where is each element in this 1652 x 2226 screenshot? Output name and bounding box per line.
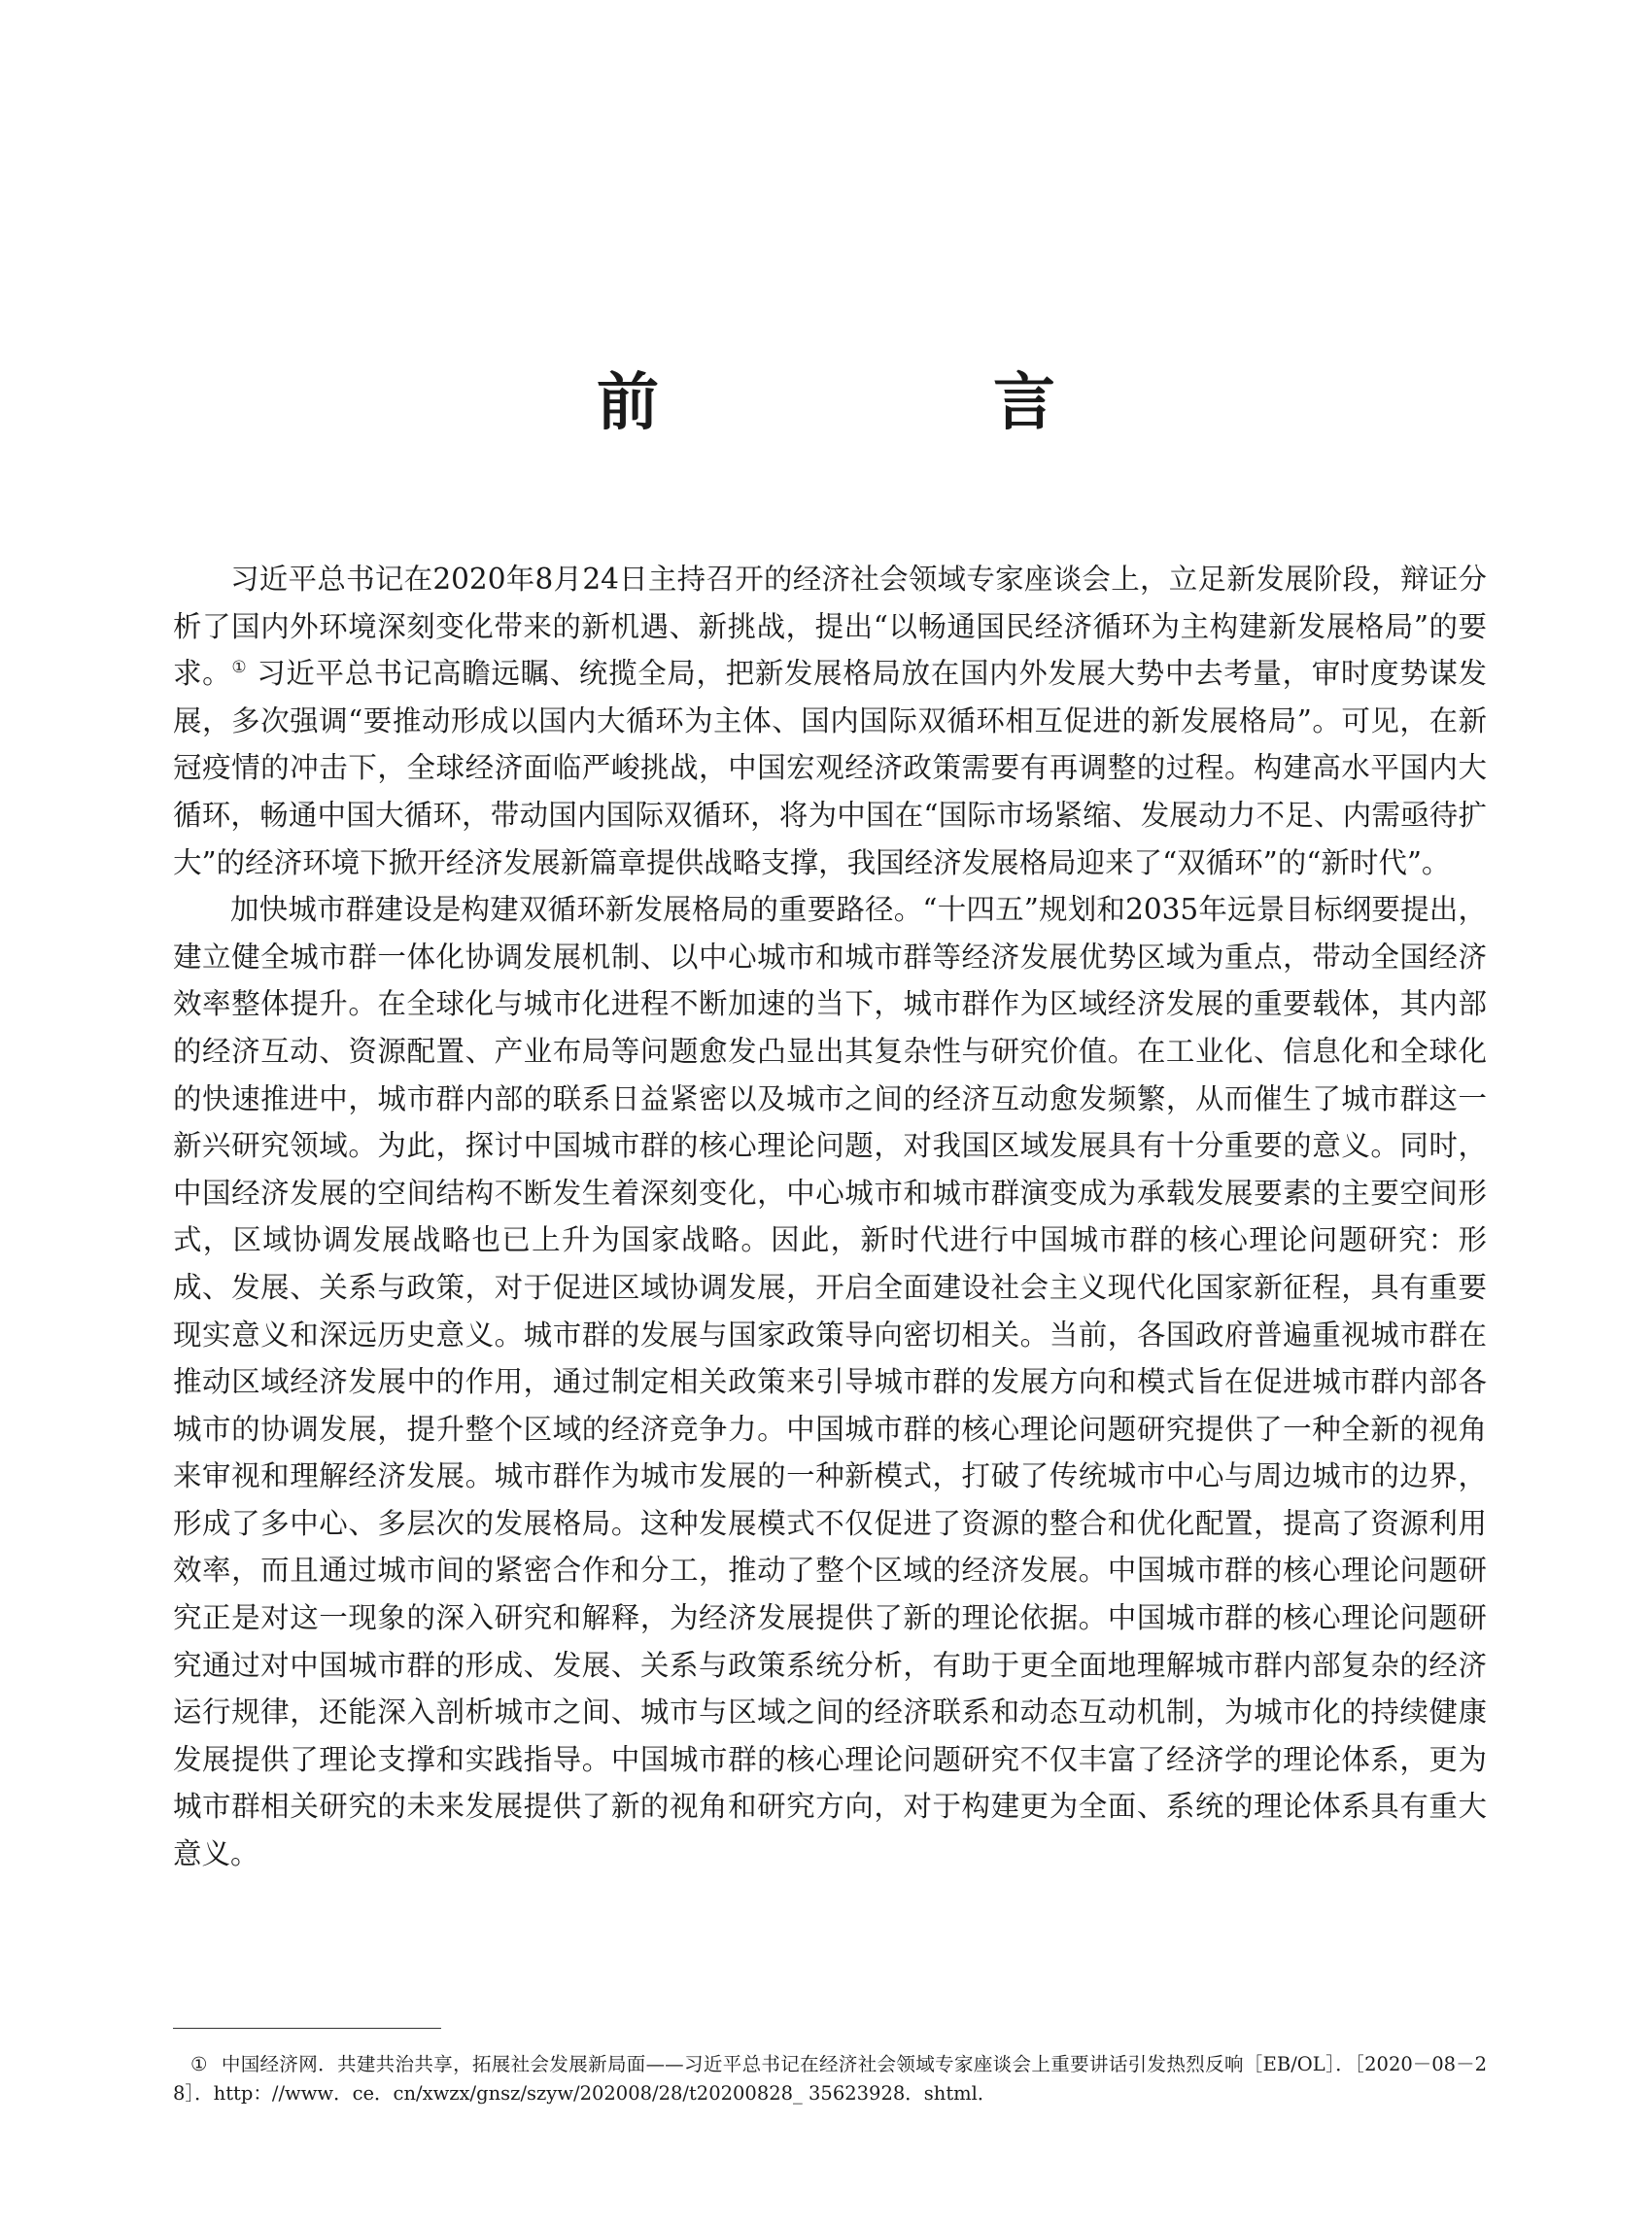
footnote [173, 2050, 1487, 2108]
footnote-divider [173, 2028, 441, 2029]
paragraph-1-text: 习近平总书记在2020年8月24日主持召开的经济社会领域专家座谈会上，立足新发展阶段，辩证分析了国内外环境深刻变化带来的新机遇、新挑战，提出“以畅通国民经济循环为主构建新发展格局”的要求。 [173, 563, 1487, 691]
paragraph-1-text-continued: 习近平总书记高瞻远瞩、统揽全局，把新发展格局放在国内外发展大势中去考量，审时度势谋发展，多次强调“要推动形成以国内大循环为主体、国内国际双循环相互促进的新发展格局”。可见，在新冠疫情的冲击下，全球经济面临严峻挑战，中国宏观经济政策需要有再调整的过程。构建高水平国内大循环，畅通中国大循环，带动国内国际双循环，将为中国在“国际市场紧缩、发展动力不足、内需亟待扩大”的经济环境下掀开经济发展新篇章提供战略支撑，我国经济发展格局迎来了“双循环”的“新时代”。 [173, 657, 1487, 879]
page-title: 前 言 [597, 365, 1191, 439]
paragraph-2: 加快城市群建设是构建双循环新发展格局的重要路径。“十四五”规划和2035年远景目标纲要提出，建立健全城市群一体化协调发展机制、以中心城市和城市群等经济发展优势区域为重点，带动全国经济效率整体提升。在全球化与城市化进程不断加速的当下，城市群作为区域经济发展的重要载体，其内部的经济互动、资源配置、产业布局等问题愈发凸显出其复杂性与研究价值。在工业化、信息化和全球化的快速推进中，城市群内部的联系日益紧密以及城市之间的经济互动愈发频繁，从而催生了城市群这一新兴研究领域。为此，探讨中国城市群的核心理论问题，对我国区域发展具有十分重要的意义。同时，中国经济发展的空间结构不断发生着深刻变化，中心城市和城市群演变成为承载发展要素的主要空间形式，区域协调发展战略也已上升为国家战略。因此，新时代进行中国城市群的核心理论问题研究：形成、发展、关系与政策，对于促进区域协调发展，开启全面建设社会主义现代化国家新征程，具有重要现实意义和深远历史意义。城市群的发展与国家政策导向密切相关。当前，各国政府普遍重视城市群在推动区域经济发展中的作用，通过制定相关政策来引导城市群的发展方向和模式旨在促进城市群内部各城市的协调发展，提升整个区域的经济竞争力。中国城市群的核心理论问题研究提供了一种全新的视角来审视和理解经济发展。城市群作为城市发展的一种新模式，打破了传统城市中心与周边城市的边界，形成了多中心、多层次的发展格局。这种发展模式不仅促进了资源的整合和优化配置，提高了资源利用效率，而且通过城市间的紧密合作和分工，推动了整个区域的经济发展。中国城市群的核心理论问题研究正是对这一现象的深入研究和解释，为经济发展提供了新的理论依据。中国城市群的核心理论问题研究通过对中国城市群的形成、发展、关系与政策系统分析，有助于更全面地理解城市群内部复杂的经济运行规律，还能深入剖析城市之间、城市与区域之间的经济联系和动态互动机制，为城市化的持续健康发展提供了理论支撑和实践指导。中国城市群的核心理论问题研究不仅丰富了经济学的理论体系，更为城市群相关研究的未来发展提供了新的视角和研究方向，对于构建更为全面、系统的理论体系具有重大意义。 [173, 893, 1487, 1871]
paragraph-1 [173, 556, 1487, 886]
footnote-text: 中国经济网．共建共治共享，拓展社会发展新局面——习近平总书记在经济社会领域专家座谈会上重要讲话引发热烈反响［EB/OL］．［2020－08－28］．http：//www．ce．cn/xwzx/gnsz/szyw/202008/28/t20200828_ 35623928．shtml． [173, 2053, 1487, 2105]
footnote-number: ① [190, 2053, 208, 2075]
footnote-reference[interactable]: ① [231, 658, 248, 678]
preface-body [173, 556, 1487, 1878]
